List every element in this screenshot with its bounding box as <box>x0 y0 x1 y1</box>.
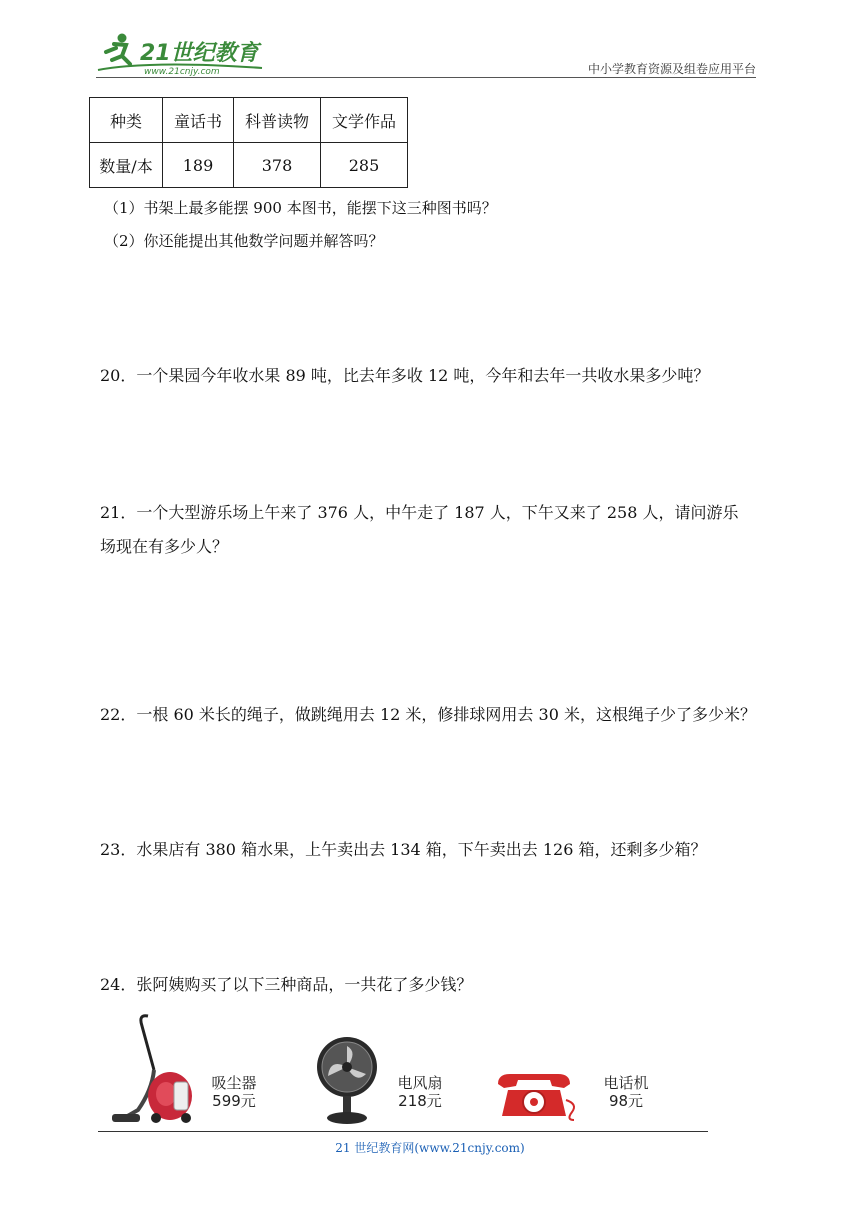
book-quantity-table <box>89 97 408 188</box>
question-24: 24．张阿姨购买了以下三种商品，一共花了多少钱？ <box>100 975 473 994</box>
question-21-line-2: 场现在有多少人？ <box>100 537 229 556</box>
page-header <box>0 0 860 80</box>
electric-fan-icon <box>314 1034 380 1126</box>
logo-text: 21世纪教育 <box>140 41 259 66</box>
table-header-cell: 文学作品 <box>321 98 408 143</box>
table-header-cell: 科普读物 <box>234 98 321 143</box>
product-fan <box>390 1074 450 1110</box>
telephone-icon <box>494 1070 580 1122</box>
product-vacuum <box>204 1074 264 1110</box>
logo-url: www.21cnjy.com <box>144 67 220 77</box>
footer-divider <box>98 1131 708 1132</box>
vacuum-cleaner-icon <box>108 1010 198 1126</box>
product-price: 599元 <box>212 1092 256 1110</box>
product-telephone <box>596 1074 656 1110</box>
table-header-cell: 种类 <box>90 98 163 143</box>
question-19-part-2: （2）你还能提出其他数学问题并解答吗？ <box>104 232 384 250</box>
product-price: 218元 <box>398 1092 442 1110</box>
table-header-row <box>90 98 408 143</box>
header-divider <box>96 77 756 78</box>
product-price: 98元 <box>608 1092 644 1110</box>
question-20: 20．一个果园今年收水果 89 吨，比去年多收 12 吨，今年和去年一共收水果多少吨？ <box>100 366 710 385</box>
table-header-cell: 童话书 <box>163 98 234 143</box>
footer-link[interactable]: 21 世纪教育网(www.21cnjy.com) <box>335 1141 525 1155</box>
question-23: 23．水果店有 380 箱水果，上午卖出去 134 箱，下午卖出去 126 箱，还剩多少箱？ <box>100 840 707 859</box>
table-row-label: 数量/本 <box>90 143 163 188</box>
product-name: 电风扇 <box>397 1074 443 1092</box>
table-cell: 189 <box>163 143 234 188</box>
question-19-part-1: （1）书架上最多能摆 900 本图书，能摆下这三种图书吗？ <box>104 199 497 217</box>
logo-21cnjy <box>92 30 267 78</box>
product-name: 吸尘器 <box>211 1074 257 1092</box>
platform-title: 中小学教育资源及组卷应用平台 <box>587 62 756 76</box>
table-cell: 378 <box>234 143 321 188</box>
question-21-line-1: 21．一个大型游乐场上午来了 376 人，中午走了 187 人，下午又来了 258 人，请问游乐 <box>100 503 739 522</box>
table-cell: 285 <box>321 143 408 188</box>
product-name: 电话机 <box>603 1074 649 1092</box>
question-22: 22．一根 60 米长的绳子，做跳绳用去 12 米，修排球网用去 30 米，这根绳子少了多少米？ <box>100 705 756 724</box>
table-row <box>90 143 408 188</box>
